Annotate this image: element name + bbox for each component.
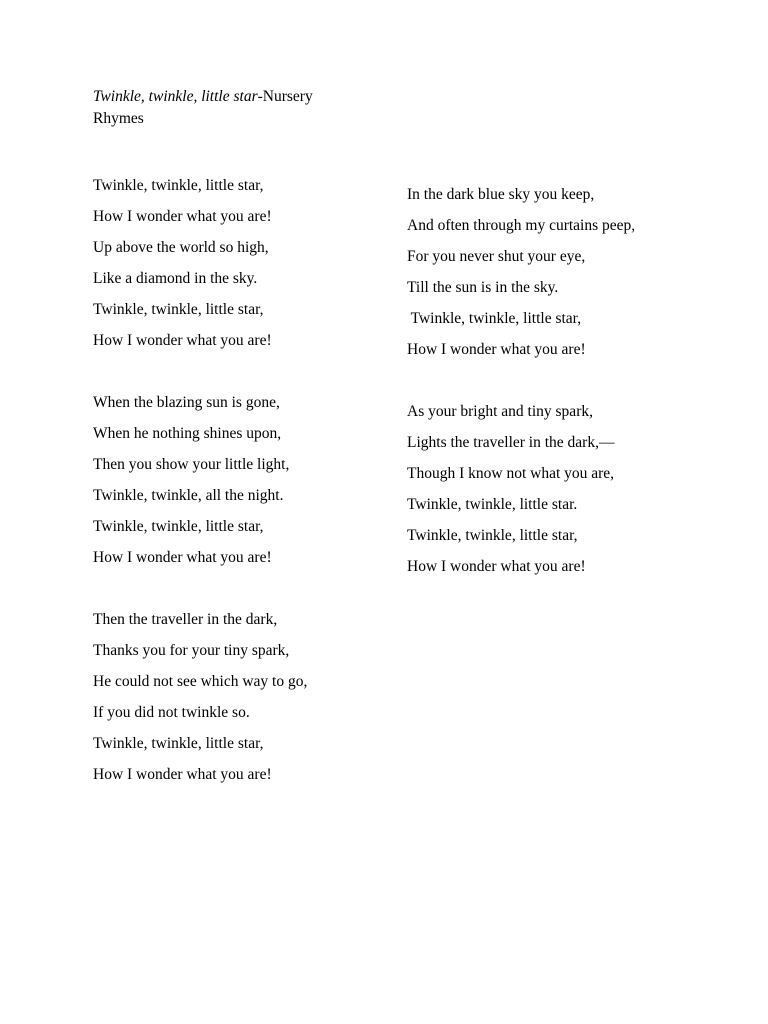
- poem-line: Lights the traveller in the dark,—: [407, 434, 615, 451]
- poem-line: Like a diamond in the sky.: [93, 270, 258, 287]
- poem-line: How I wonder what you are!: [93, 549, 272, 566]
- poem-line: How I wonder what you are!: [93, 766, 272, 783]
- title-suffix-text-line2: Rhymes: [93, 110, 144, 127]
- right-column: [407, 179, 727, 613]
- poem-line: Till the sun is in the sky.: [407, 279, 559, 296]
- poem-line: When the blazing sun is gone,: [93, 394, 280, 411]
- title-suffix-text: -Nursery: [257, 88, 313, 105]
- stanza: [93, 387, 413, 573]
- stanza: [407, 179, 727, 365]
- poem-line: Then you show your little light,: [93, 456, 290, 473]
- poem-line: In the dark blue sky you keep,: [407, 186, 595, 203]
- poem-line: How I wonder what you are!: [93, 208, 272, 225]
- poem-line: Then the traveller in the dark,: [93, 611, 278, 628]
- poem-line: As your bright and tiny spark,: [407, 403, 593, 420]
- poem-line: If you did not twinkle so.: [93, 704, 250, 721]
- stanza: [93, 604, 413, 790]
- poem-line: Twinkle, twinkle, little star,: [407, 310, 582, 327]
- poem-line: Up above the world so high,: [93, 239, 269, 256]
- stanza: [407, 396, 727, 582]
- poem-line: And often through my curtains peep,: [407, 217, 636, 234]
- poem-line: Twinkle, twinkle, little star,: [407, 527, 578, 544]
- poem-line: Twinkle, twinkle, little star,: [93, 301, 264, 318]
- stanza: [93, 170, 413, 356]
- poem-line: When he nothing shines upon,: [93, 425, 282, 442]
- poem-line: How I wonder what you are!: [93, 332, 272, 349]
- poem-line: Twinkle, twinkle, little star,: [93, 735, 264, 752]
- left-column: [93, 170, 413, 821]
- poem-line: For you never shut your eye,: [407, 248, 586, 265]
- poem-line: He could not see which way to go,: [93, 673, 308, 690]
- poem-line: Twinkle, twinkle, all the night.: [93, 487, 284, 504]
- title-italic-text: Twinkle, twinkle, little star: [93, 88, 258, 105]
- poem-line: Though I know not what you are,: [407, 465, 615, 482]
- poem-line: Thanks you for your tiny spark,: [93, 642, 290, 659]
- poem-line: How I wonder what you are!: [407, 341, 586, 358]
- poem-line: Twinkle, twinkle, little star,: [93, 518, 264, 535]
- poem-line: Twinkle, twinkle, little star,: [93, 177, 264, 194]
- poem-line: Twinkle, twinkle, little star.: [407, 496, 578, 513]
- poem-line: How I wonder what you are!: [407, 558, 586, 575]
- poem-title: [93, 86, 373, 130]
